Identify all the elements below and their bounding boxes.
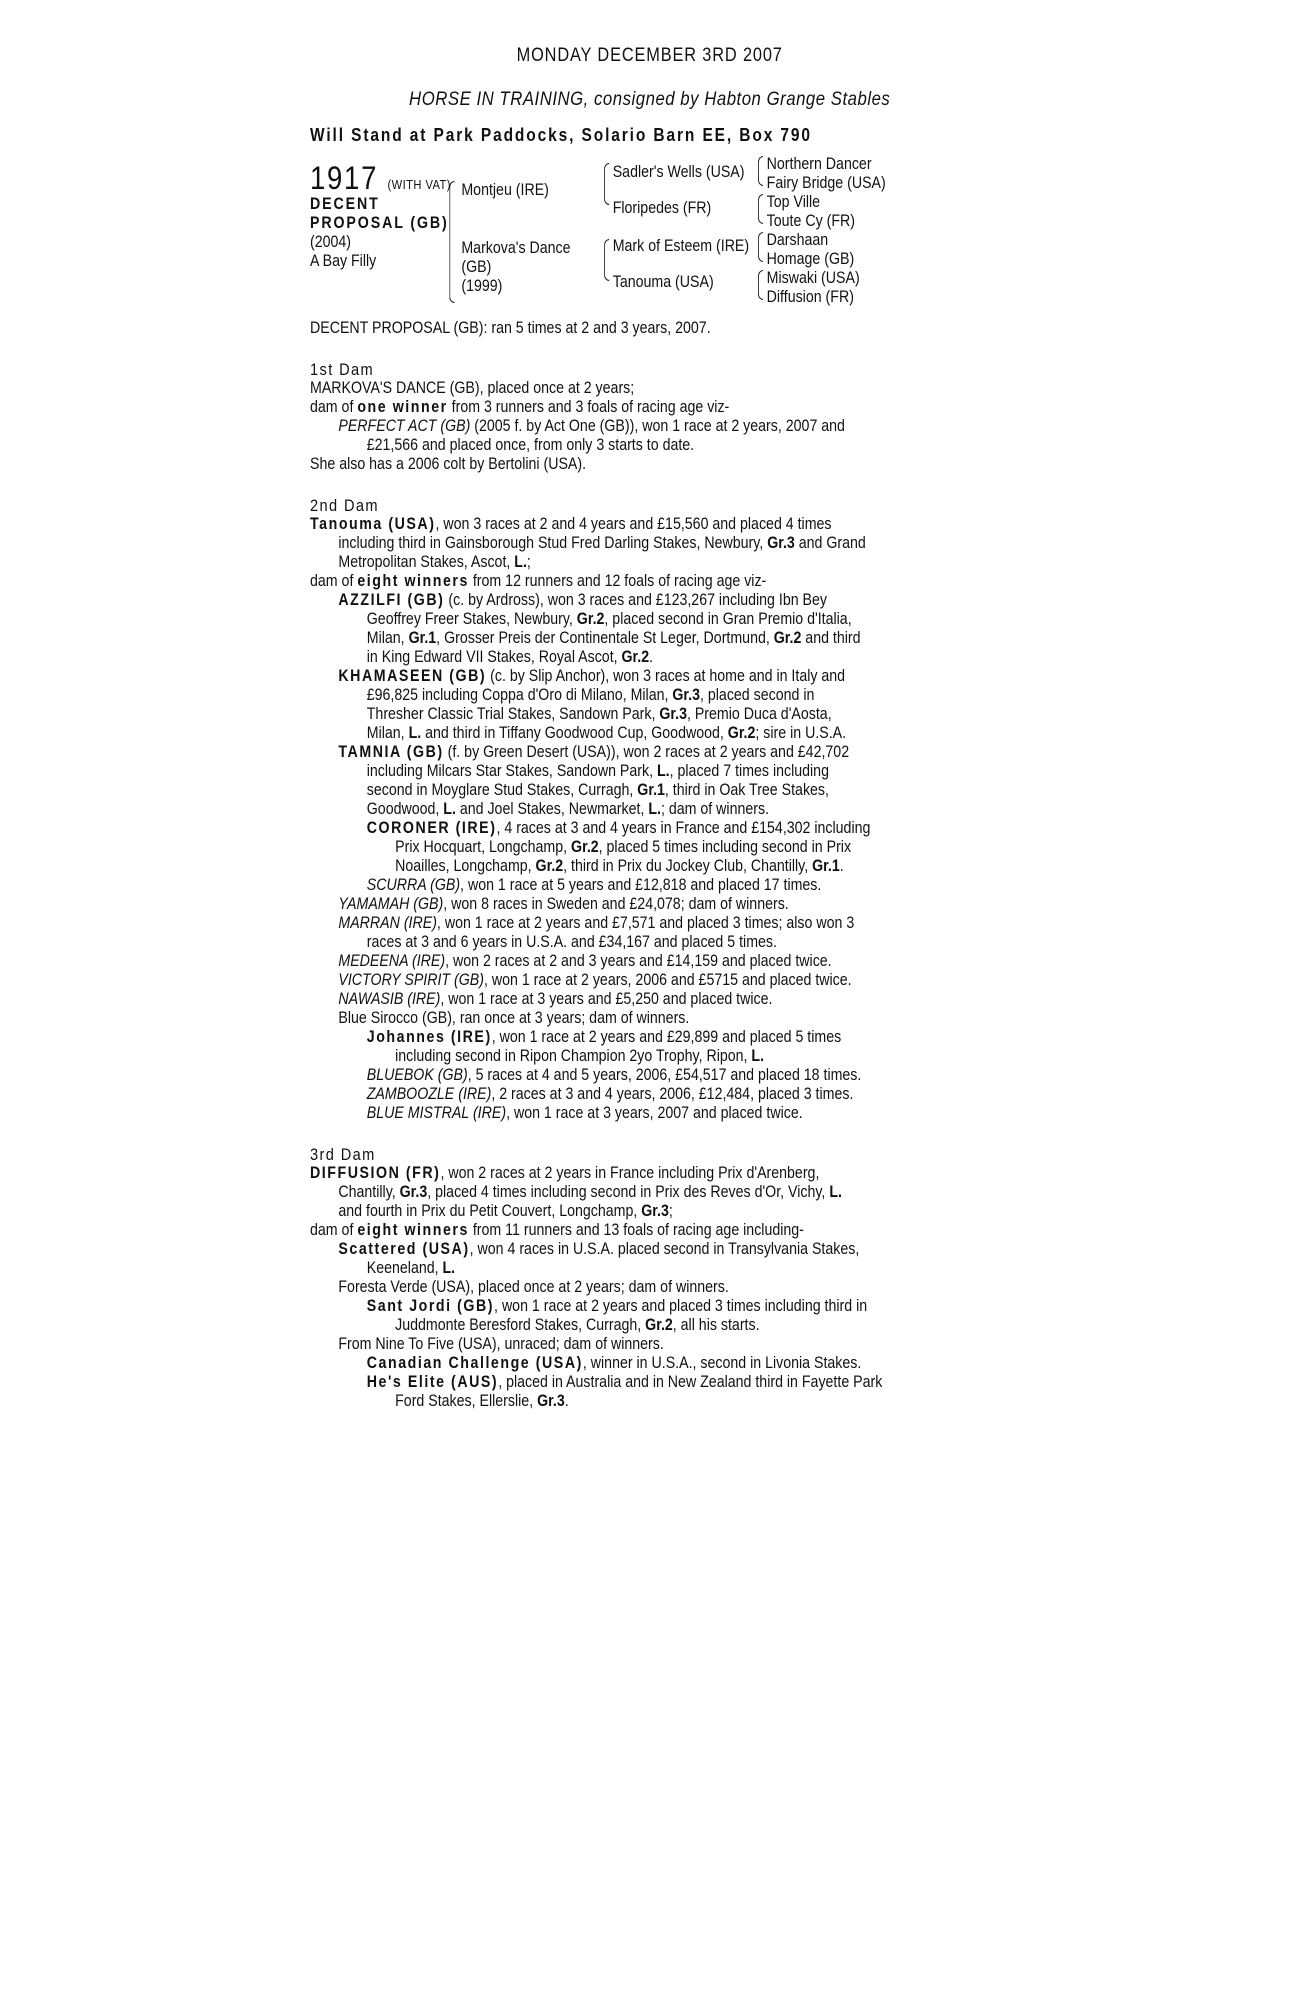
scattered-line-2: Keeneland, L. xyxy=(366,1259,456,1277)
foresta-verde-line: Foresta Verde (USA), placed once at 2 years; dam of winners. xyxy=(338,1278,729,1296)
marran-line-1: MARRAN (IRE), won 1 race at 2 years and £7,571 and placed 3 times; also won 3 xyxy=(338,914,855,932)
dd-dam: Diffusion (FR) xyxy=(766,288,854,306)
sire: Montjeu (IRE) xyxy=(461,181,549,199)
vat-note: (WITH VAT) xyxy=(387,177,451,192)
horse-description: A Bay Filly xyxy=(310,252,377,270)
horse-name-2: PROPOSAL (GB) xyxy=(310,214,449,232)
sd-brace xyxy=(758,194,763,224)
tamnia-line-2: including Milcars Star Stakes, Sandown Park, L., placed 7 times including xyxy=(366,762,829,780)
tanouma-line-1: Tanouma (USA), won 3 races at 2 and 4 years and £15,560 and placed 4 times xyxy=(310,515,832,533)
tamnia-line-3: second in Moyglare Stud Stakes, Curragh, Gr.1, third in Oak Tree Stakes, xyxy=(366,781,829,799)
canadian-challenge-line: Canadian Challenge (USA), winner in U.S.A., second in Livonia Stakes. xyxy=(366,1354,862,1372)
foaling-year: (2004) xyxy=(310,233,352,251)
dd-brace xyxy=(758,270,763,300)
hes-elite-line-1: He's Elite (AUS), placed in Australia and in New Zealand third in Fayette Park xyxy=(366,1373,883,1391)
diffusion-line-2: Chantilly, Gr.3, placed 4 times including second in Prix des Reves d'Or, Vichy, L. xyxy=(338,1183,842,1201)
khamaseen-line-1: KHAMASEEN (GB) (c. by Slip Anchor), won 3 races at home and in Italy and xyxy=(338,667,846,685)
hes-elite-line-2: Ford Stakes, Ellerslie, Gr.3. xyxy=(395,1392,569,1410)
marran-line-2: races at 3 and 6 years in U.S.A. and £34,167 and placed 5 times. xyxy=(366,933,777,951)
scattered-line-1: Scattered (USA), won 4 races in U.S.A. placed second in Transylvania Stakes, xyxy=(338,1240,860,1258)
first-dam-heading: 1st Dam xyxy=(310,360,375,379)
sant-jordi-line-2: Juddmonte Beresford Stakes, Curragh, Gr.2, all his starts. xyxy=(395,1316,760,1334)
ss-brace xyxy=(758,156,763,186)
ss-sire: Northern Dancer xyxy=(766,155,872,173)
johannes-line-2: including second in Ripon Champion 2yo Trophy, Ripon, L. xyxy=(395,1047,765,1065)
horse-name-1: DECENT xyxy=(310,195,380,213)
sire-sire: Sadler's Wells (USA) xyxy=(612,163,745,181)
dd-sire: Miswaki (USA) xyxy=(766,269,860,287)
first-dam-note: She also has a 2006 colt by Bertolini (USA). xyxy=(310,455,587,473)
ds-sire: Darshaan xyxy=(766,231,829,249)
johannes-line-1: Johannes (IRE), won 1 race at 2 years and £29,899 and placed 5 times xyxy=(366,1028,842,1046)
catalogue-page xyxy=(310,46,895,1411)
blue-mistral-line: BLUE MISTRAL (IRE), won 1 race at 3 years, 2007 and placed twice. xyxy=(366,1104,803,1122)
dam-dam: Tanouma (USA) xyxy=(612,273,714,291)
blue-sirocco-line: Blue Sirocco (GB), ran once at 3 years; dam of winners. xyxy=(338,1009,690,1027)
consignment-line: HORSE IN TRAINING, consigned by Habton Grange Stables xyxy=(409,88,891,110)
coroner-line-3: Noailles, Longchamp, Gr.2, third in Prix du Jockey Club, Chantilly, Gr.1. xyxy=(395,857,844,875)
produce-perfect-act: PERFECT ACT (GB) (2005 f. by Act One (GB)), won 1 race at 2 years, 2007 and xyxy=(338,417,845,435)
bluebok-line: BLUEBOK (GB), 5 races at 4 and 5 years, 2006, £54,517 and placed 18 times. xyxy=(366,1066,862,1084)
diffusion-line-3: and fourth in Prix du Petit Couvert, Longchamp, Gr.3; xyxy=(338,1202,673,1220)
coroner-line-2: Prix Hocquart, Longchamp, Gr.2, placed 5 times including second in Prix xyxy=(395,838,852,856)
generation1-brace xyxy=(449,181,454,303)
tamnia-line-4: Goodwood, L. and Joel Stakes, Newmarket, L.; dam of winners. xyxy=(366,800,770,818)
khamaseen-line-4: Milan, L. and third in Tiffany Goodwood Cup, Goodwood, Gr.2; sire in U.S.A. xyxy=(366,724,847,742)
lot-number: 1917 xyxy=(310,160,379,196)
khamaseen-line-2: £96,825 including Coppa d'Oro di Milano, Milan, Gr.3, placed second in xyxy=(366,686,815,704)
victory-spirit-line: VICTORY SPIRIT (GB), won 1 race at 2 years, 2006 and £5715 and placed twice. xyxy=(338,971,852,989)
tanouma-produce: dam of eight winners from 12 runners and 12 foals of racing age viz- xyxy=(310,572,767,590)
tanouma-line-3: Metropolitan Stakes, Ascot, L.; xyxy=(338,553,531,571)
azzilfi-line-1: AZZILFI (GB) (c. by Ardross), won 3 races and £123,267 including Ibn Bey xyxy=(338,591,828,609)
sale-date: MONDAY DECEMBER 3RD 2007 xyxy=(516,45,783,66)
tanouma-line-2: including third in Gainsborough Stud Fred Darling Stakes, Newbury, Gr.3 and Grand xyxy=(338,534,866,552)
khamaseen-line-3: Thresher Classic Trial Stakes, Sandown Park, Gr.3, Premio Duca d'Aosta, xyxy=(366,705,832,723)
nawasib-line: NAWASIB (IRE), won 1 race at 3 years and £5,250 and placed twice. xyxy=(338,990,773,1008)
first-dam-line: MARKOVA'S DANCE (GB), placed once at 2 years; xyxy=(310,379,635,397)
yamamah-line: YAMAMAH (GB), won 8 races in Sweden and £24,078; dam of winners. xyxy=(338,895,789,913)
diffusion-produce: dam of eight winners from 11 runners and 13 foals of racing age including- xyxy=(310,1221,804,1239)
pedigree-block xyxy=(310,155,895,319)
first-dam-produce: dam of one winner from 3 runners and 3 foals of racing age viz- xyxy=(310,398,730,416)
ss-dam: Fairy Bridge (USA) xyxy=(766,174,886,192)
race-summary: DECENT PROPOSAL (GB): ran 5 times at 2 and 3 years, 2007. xyxy=(310,319,711,337)
medeena-line: MEDEENA (IRE), won 2 races at 2 and 3 years and £14,159 and placed twice. xyxy=(338,952,832,970)
sd-dam: Toute Cy (FR) xyxy=(766,212,855,230)
stand-location: Will Stand at Park Paddocks, Solario Barn EE, Box 790 xyxy=(310,125,812,145)
sd-sire: Top Ville xyxy=(766,193,821,211)
ds-brace xyxy=(758,232,763,262)
second-dam-heading: 2nd Dam xyxy=(310,496,379,515)
dam-line-1: Markova's Dance xyxy=(461,239,571,257)
diffusion-line-1: DIFFUSION (FR), won 2 races at 2 years in France including Prix d'Arenberg, xyxy=(310,1164,820,1182)
tamnia-line-1: TAMNIA (GB) (f. by Green Desert (USA)), won 2 races at 2 years and £42,702 xyxy=(338,743,850,761)
dam-line-2: (GB) xyxy=(461,258,492,276)
azzilfi-line-2: Geoffrey Freer Stakes, Newbury, Gr.2, placed second in Gran Premio d'Italia, xyxy=(366,610,852,628)
coroner-line-1: CORONER (IRE), 4 races at 3 and 4 years in France and £154,302 including xyxy=(366,819,871,837)
sire-dam: Floripedes (FR) xyxy=(612,199,712,217)
sire-brace xyxy=(604,163,609,205)
from-nine-to-five-line: From Nine To Five (USA), unraced; dam of winners. xyxy=(338,1335,664,1353)
third-dam-heading: 3rd Dam xyxy=(310,1145,376,1164)
sant-jordi-line-1: Sant Jordi (GB), won 1 race at 2 years and placed 3 times including third in xyxy=(366,1297,868,1315)
ds-dam: Homage (GB) xyxy=(766,250,855,268)
azzilfi-line-3: Milan, Gr.1, Grosser Preis der Continentale St Leger, Dortmund, Gr.2 and third xyxy=(366,629,861,647)
dam-sire: Mark of Esteem (IRE) xyxy=(612,237,750,255)
dam-brace xyxy=(604,239,609,281)
produce-perfect-act-cont: £21,566 and placed once, from only 3 starts to date. xyxy=(366,436,695,454)
dam-line-3: (1999) xyxy=(461,277,503,295)
scurra-line: SCURRA (GB), won 1 race at 5 years and £12,818 and placed 17 times. xyxy=(366,876,822,894)
zamboozle-line: ZAMBOOZLE (IRE), 2 races at 3 and 4 years, 2006, £12,484, placed 3 times. xyxy=(366,1085,854,1103)
azzilfi-line-4: in King Edward VII Stakes, Royal Ascot, Gr.2. xyxy=(366,648,654,666)
